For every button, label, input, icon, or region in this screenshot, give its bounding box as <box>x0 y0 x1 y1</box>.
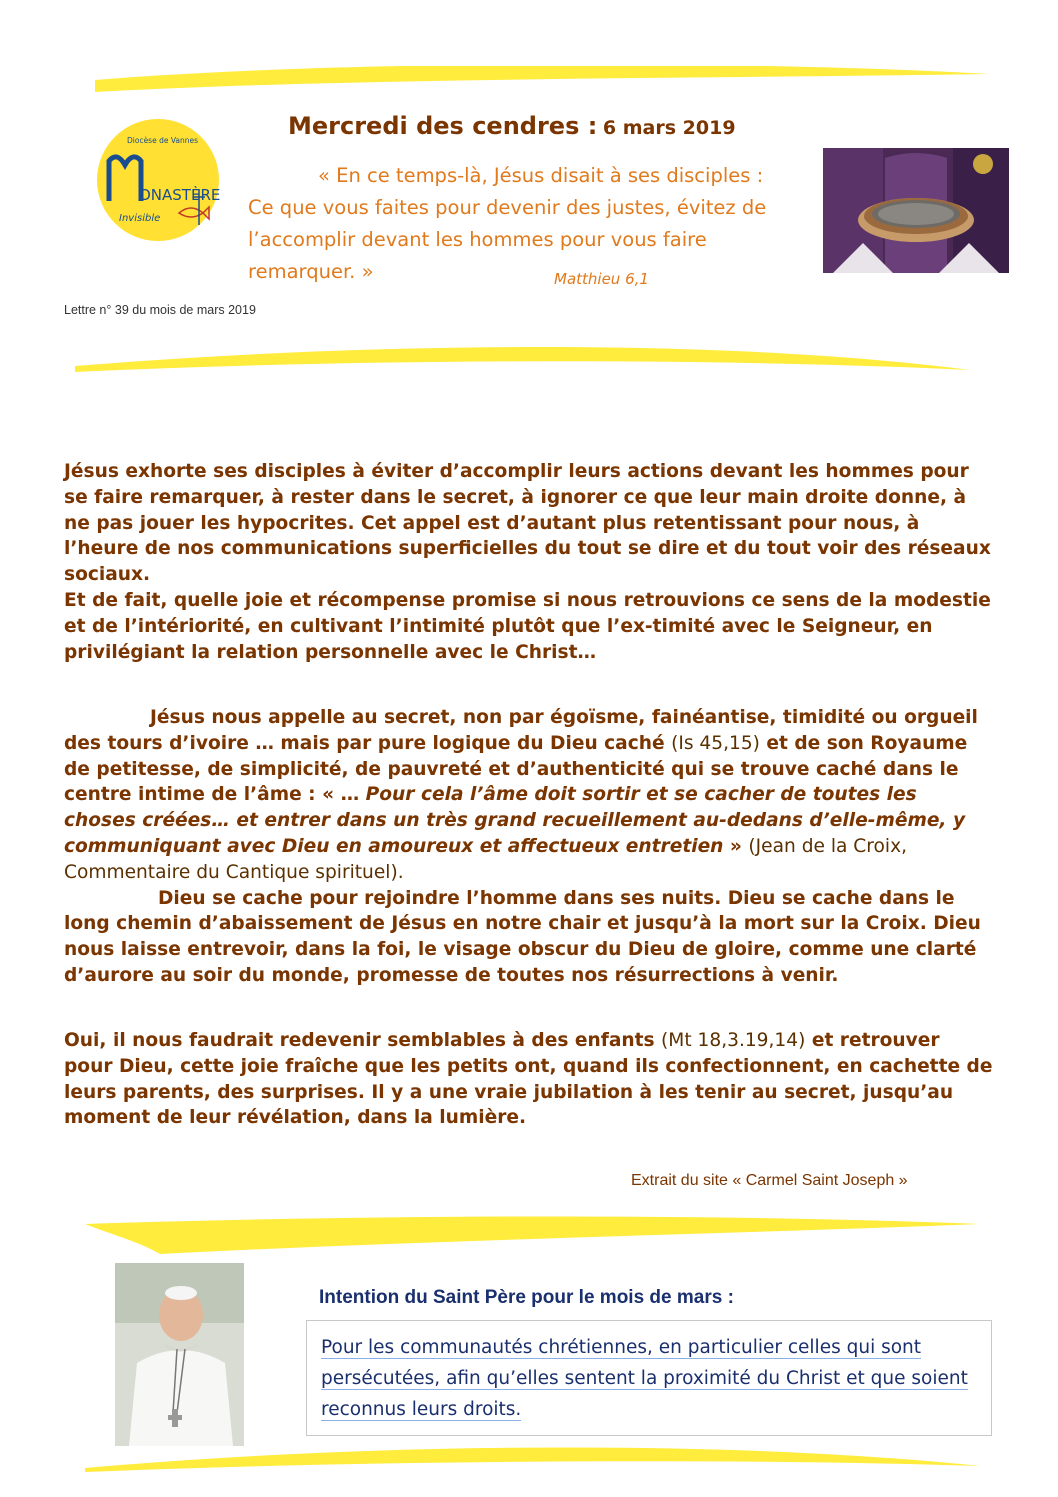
logo-top-text: Diocèse de Vannes <box>127 136 199 145</box>
quote-reference: Matthieu 6,1 <box>554 270 649 288</box>
intention-line-2: persécutées, afin qu’elles sentent la proximité du Christ et que soient <box>321 1368 968 1389</box>
title-date: 6 mars 2019 <box>602 117 736 139</box>
middle-swoosh <box>80 1212 985 1260</box>
quote-line-2: Ce que vous faites pour devenir des justes, évitez de <box>248 196 767 219</box>
paragraph-5-text-a: Oui, il nous faudrait redevenir semblables à des enfants <box>64 1030 655 1051</box>
intention-title: Intention du Saint Père pour le mois de mars : <box>319 1287 734 1308</box>
paragraph-3-text-c: » <box>729 835 742 857</box>
logo-main-text: ONASTÈRE <box>139 186 221 204</box>
intention-line-3: reconnus leurs droits. <box>321 1399 522 1420</box>
ashes-photo <box>823 148 1009 273</box>
quote-line-4: remarquer. » <box>248 260 374 283</box>
paragraph-5-text-b: et retrouver pour Dieu, cette joie fraîche que les petits ont, quand ils confectionnent, en cachette de leurs parents, des surprises. Il y a une vraie jubilation à les tenir au secret, jusqu’au moment de leur révélation, dans la lumière. <box>64 1030 993 1129</box>
paragraph-3-quote: Pour cela l’âme doit sortir et se cacher de toutes les choses créées… et entrer dans un très grand recueillement au-dedans d’elle-même, y communiquant avec Dieu en amoureux et affectueux entretien <box>64 784 966 857</box>
paragraph-5 <box>64 1028 994 1131</box>
quote-line-3: l’accomplir devant les hommes pour vous faire <box>248 228 707 251</box>
logo-sub-text: Invisible <box>119 213 161 224</box>
paragraph-5-ref: (Mt 18,3.19,14) <box>661 1030 806 1051</box>
paragraph-3 <box>64 705 994 886</box>
title-main: Mercredi des cendres : <box>288 112 598 140</box>
paragraph-4: Dieu se cache pour rejoindre l’homme dans ses nuits. Dieu se cache dans le long chemin d’abaissement de Jésus en notre chair et jusqu’à la mort sur la Croix. Dieu nous laisse entrevoir, dans la foi, le visage obscur du Dieu de gloire, comme une clarté d’aurore au soir du monde, promesse de toutes nos résurrections à venir. <box>64 887 981 986</box>
article-part-1 <box>64 459 994 665</box>
intention-text <box>321 1332 981 1425</box>
top-swoosh <box>90 66 995 96</box>
paragraph-3-ref-2: (Jean de la Croix, Commentaire du Cantique spirituel). <box>64 835 907 883</box>
letter-number: Lettre n° 39 du mois de mars 2019 <box>64 303 256 317</box>
source-credit: Extrait du site « Carmel Saint Joseph » <box>631 1172 908 1189</box>
paragraph-3-ref-1: (Is 45,15) <box>671 732 760 754</box>
header-bottom-swoosh <box>70 334 975 378</box>
paragraph-3-text-b: et de son Royaume de petitesse, de simplicité, de pauvreté et d’authenticité qui se trouve caché dans le centre intime de l’âme : « … <box>64 732 968 806</box>
pope-photo <box>115 1263 244 1446</box>
page-title <box>288 112 736 140</box>
gospel-quote <box>248 160 788 288</box>
paragraph-1: Jésus exhorte ses disciples à éviter d’accomplir leurs actions devant les hommes pour se faire remarquer, à rester dans le secret, à ignorer ce que leur main droite donne, à ne pas jouer les hypocrites. Cet appel est d’autant plus retentissant pour nous, à l’heure de nos communications superficielles du tout se dire et du tout voir des réseaux sociaux. <box>64 461 991 586</box>
paragraph-3-text-a: Jésus nous appelle au secret, non par égoïsme, fainéantise, timidité ou orgueil des tours d’ivoire … mais par pure logique du Dieu caché <box>64 707 978 754</box>
intention-line-1: Pour les communautés chrétiennes, en particulier celles qui sont <box>321 1337 922 1358</box>
quote-line-1: « En ce temps-là, Jésus disait à ses disciples : <box>318 164 764 187</box>
monastere-invisible-logo <box>95 117 221 243</box>
paragraph-2: Et de fait, quelle joie et récompense promise si nous retrouvions ce sens de la modestie et de l’intériorité, en cultivant l’intimité plutôt que l’ex-timité avec le Seigneur, en privilégiant la relation personnelle avec le Christ… <box>64 589 991 663</box>
article-part-2 <box>64 705 994 989</box>
article-part-3 <box>64 1028 994 1131</box>
